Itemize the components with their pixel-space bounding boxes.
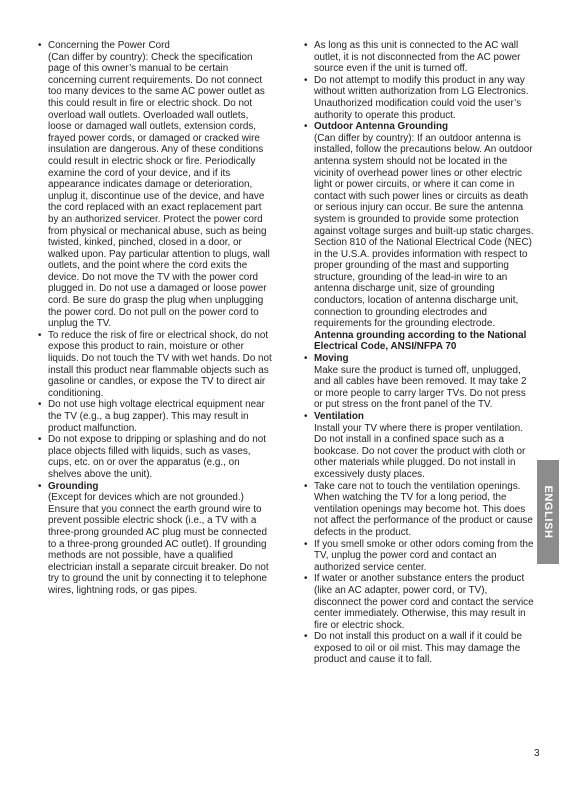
- bullet-marker: •: [38, 40, 42, 51]
- bullet-marker: •: [304, 573, 308, 585]
- item-heading: Moving: [314, 353, 349, 365]
- safety-list-item: [304, 631, 535, 666]
- page-number: 3: [534, 748, 540, 759]
- item-body-text: Do not install this product on a wall if it could be exposed to oil or oil mist. This may damage the product and cause it to fall.: [314, 631, 523, 666]
- safety-list-item: [38, 330, 272, 400]
- right-column: [304, 40, 535, 666]
- left-column: [38, 40, 272, 597]
- item-body-text: As long as this unit is connected to the AC wall outlet, it is not disconnected from the AC power source even if the unit is turned off.: [314, 40, 521, 75]
- item-body-text: Take care not to touch the ventilation openings. When watching the TV for a long period, the ventilation openings may become hot. This does not affect the performance of the product or cause defects in the product.: [314, 480, 533, 538]
- safety-list-item: [38, 40, 272, 330]
- item-heading: Outdoor Antenna Grounding: [314, 121, 449, 133]
- bullet-marker: •: [304, 353, 308, 365]
- safety-list-item: [304, 75, 535, 121]
- right-bullet-list: [304, 40, 535, 666]
- bullet-marker: •: [304, 538, 308, 550]
- bullet-marker: •: [304, 40, 308, 51]
- item-body-text: (Can differ by country): If an outdoor antenna is installed, follow the precautions below. An outdoor antenna system should not be located in the vicinity of overhead power lines or other electric light or power circuits, or where it can come in contact with such power lines or circuits as death or serious injury can occur. Be sure the antenna system is grounded to provide some protection against voltage surges and built-up static charges. Section 810 of the National Electrical Code (NEC) in the U.S.A. provides information with respect to proper grounding of the mast and supporting structure, grounding of the lead-in wire to an antenna discharge unit, size of grounding conductors, location of antenna discharge unit, connection to grounding electrodes and requirements for the grounding electrode.: [314, 132, 534, 330]
- bullet-marker: •: [304, 411, 308, 422]
- bullet-marker: •: [304, 74, 308, 86]
- safety-list-item: [38, 481, 272, 597]
- language-side-tab: [537, 460, 559, 564]
- safety-list-item: [304, 539, 535, 574]
- item-heading: Grounding: [48, 480, 99, 492]
- bullet-marker: •: [304, 480, 308, 492]
- bullet-marker: •: [38, 434, 42, 446]
- language-tab-label: ENGLISH: [542, 485, 554, 539]
- safety-list-item: [304, 40, 535, 75]
- item-body-text: Install your TV where there is proper ventilation. Do not install in a confined space such as a bookcase. Do not cover the product with cloth or other materials while plugged. Do not install in excessively dusty places.: [314, 422, 526, 480]
- safety-list-item: [304, 411, 535, 481]
- safety-list-item: [38, 434, 272, 480]
- bullet-marker: •: [304, 631, 308, 643]
- bullet-marker: •: [38, 399, 42, 411]
- item-body-text: Make sure the product is turned off, unplugged, and all cables have been removed. It may take 2 or more people to carry larger TVs. Do not press or put stress on the front panel of the TV.: [314, 364, 527, 411]
- safety-list-item: [304, 121, 535, 353]
- left-bullet-list: [38, 40, 272, 597]
- item-heading: Ventilation: [314, 411, 364, 422]
- item-body-text: (Except for devices which are not grounded.) Ensure that you connect the earth ground wire to prevent possible electric shock (i.e., a TV with a three-prong grounded AC plug must be connected to a three-prong grounded AC outlet). If grounding methods are not possible, have a qualified electrician install a separate circuit breaker. Do not try to ground the unit by connecting it to telephone wires, lightning rods, or gas pipes.: [48, 492, 269, 596]
- bullet-marker: •: [38, 329, 42, 341]
- item-body-text: If water or another substance enters the product (like an AC adapter, power cord, or TV), disconnect the power cord and contact the service center immediately. Otherwise, this may result in fire or electric shock.: [314, 573, 534, 631]
- safety-list-item: [304, 573, 535, 631]
- item-body-text: If you smell smoke or other odors coming from the TV, unplug the power cord and contact an authorized service center.: [314, 538, 534, 573]
- safety-list-item: [304, 481, 535, 539]
- item-body-text: (Can differ by country): Check the specification page of this owner’s manual to be certain concerning current requirements. Do not connect too many devices to the same AC power outlet as this could result in fire or electric shock. Do not overload wall outlets. Overloaded wall outlets, loose or damaged wall outlets, extension cords, frayed power cords, or damaged or cracked wire insulation are dangerous. Any of these conditions could result in electric shock or fire. Periodically examine the cord of your device, and if its appearance indicates damage or deterioration, unplug it, discontinue use of the device, and have the cord replaced with an exact replacement part by an authorized servicer. Protect the power cord from physical or mechanical abuse, such as being twisted, kinked, pinched, closed in a door, or walked upon. Pay particular attention to plugs, wall outlets, and the point where the cord exits the device. Do not move the TV with the power cord plugged in. Do not use a damaged or loose power cord. Be sure do grasp the plug when unplugging the power cord. Do not pull on the power cord to unplug the TV.: [48, 51, 270, 330]
- item-body-text: Do not expose to dripping or splashing and do not place objects filled with liquids, such as vases, cups, etc. on or over the apparatus (e.g., on shelves above the unit).: [48, 434, 266, 480]
- item-bold-note: Antenna grounding according to the National Electrical Code, ANSI/NFPA 70: [314, 329, 527, 353]
- bullet-marker: •: [304, 121, 308, 133]
- safety-list-item: [304, 353, 535, 411]
- bullet-marker: •: [38, 480, 42, 492]
- item-body-text: To reduce the risk of fire or electrical shock, do not expose this product to rain, moisture or other liquids. Do not touch the TV with wet hands. Do not install this product near flammable objects such as gasoline or candles, or expose the TV to direct air conditioning.: [48, 329, 272, 399]
- item-body-text: Do not use high voltage electrical equipment near the TV (e.g., a bug zapper). This may result in product malfunction.: [48, 399, 265, 434]
- safety-list-item: [38, 399, 272, 434]
- item-body-text: Do not attempt to modify this product in any way without written authorization from LG Electronics. Unauthorized modification could void the user’s authority to operate this product.: [314, 74, 529, 121]
- item-heading: Concerning the Power Cord: [48, 40, 170, 51]
